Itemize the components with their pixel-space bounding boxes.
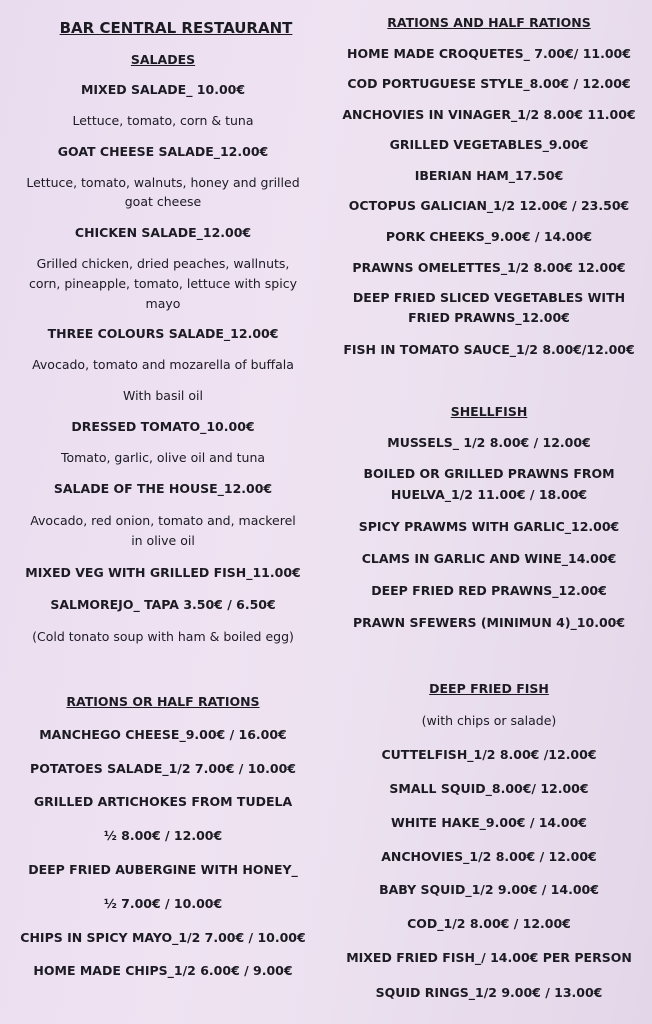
section-heading: RATIONS AND HALF RATIONS [387,15,591,30]
menu-item: DEEP FRIED RED PRAWNS_12.00€ [371,583,607,598]
menu-item: MANCHEGO CHEESE_9.00€ / 16.00€ [39,727,287,742]
menu-item: GRILLED VEGETABLES_9.00€ [389,137,589,152]
menu-item: SMALL SQUID_8.00€/ 12.00€ [389,781,589,796]
menu-description: mayo [145,296,181,311]
menu-description: With basil oil [123,388,203,403]
menu-item: ½ 7.00€ / 10.00€ [103,896,223,911]
menu-description: Avocado, red onion, tomato and, mackerel [30,513,296,528]
menu-item: GOAT CHEESE SALADE_12.00€ [57,144,269,159]
menu-item: CHICKEN SALADE_12.00€ [74,225,252,240]
menu-item: PRAWNS OMELETTES_1/2 8.00€ 12.00€ [352,260,626,275]
menu-item: HOME MADE CHIPS_1/2 6.00€ / 9.00€ [33,963,293,978]
menu-item: THREE COLOURS SALADE_12.00€ [47,326,279,341]
menu-item: FRIED PRAWNS_12.00€ [408,310,570,325]
menu-description: Tomato, garlic, olive oil and tuna [60,450,266,465]
menu-item: CHIPS IN SPICY MAYO_1/2 7.00€ / 10.00€ [20,930,306,945]
section-heading: SALADES [130,52,196,67]
menu-item: CUTTELFISH_1/2 8.00€ /12.00€ [381,747,597,762]
section-heading: DEEP FRIED FISH [429,681,549,696]
menu-item: COD_1/2 8.00€ / 12.00€ [407,916,571,931]
menu-item: HUELVA_1/2 11.00€ / 18.00€ [390,487,588,502]
menu-item: WHITE HAKE_9.00€ / 14.00€ [391,815,587,830]
menu-item: MIXED SALADE_ 10.00€ [80,82,246,97]
menu-item: COD PORTUGUESE STYLE_8.00€ / 12.00€ [347,76,631,91]
menu-item: DEEP FRIED AUBERGINE WITH HONEY_ [28,862,298,877]
menu-item: CLAMS IN GARLIC AND WINE_14.00€ [361,551,617,566]
menu-description: corn, pineapple, tomato, lettuce with spicy [29,276,297,291]
menu-item: BOILED OR GRILLED PRAWNS FROM [363,466,615,481]
menu-item: MIXED FRIED FISH_/ 14.00€ PER PERSON [346,950,632,965]
menu-item: PRAWN SFEWERS (MINIMUN 4)_10.00€ [352,615,626,630]
menu-item: ½ 8.00€ / 12.00€ [103,828,223,843]
menu-item: MUSSELS_ 1/2 8.00€ / 12.00€ [387,435,591,450]
menu-description: Grilled chicken, dried peaches, wallnuts, [36,256,290,271]
menu-item: PORK CHEEKS_9.00€ / 14.00€ [385,229,593,244]
menu-item: POTATOES SALADE_1/2 7.00€ / 10.00€ [30,761,296,776]
menu-item: FISH IN TOMATO SAUCE_1/2 8.00€/12.00€ [343,342,635,357]
menu-description: goat cheese [124,194,202,209]
menu-description: Lettuce, tomato, walnuts, honey and grilled [26,175,300,190]
menu-description: Lettuce, tomato, corn & tuna [72,113,254,128]
menu-item: BABY SQUID_1/2 9.00€ / 14.00€ [379,882,599,897]
restaurant-title: BAR CENTRAL RESTAURANT [59,19,293,37]
menu-item: HOME MADE CROQUETES_ 7.00€/ 11.00€ [347,46,631,61]
menu-description: Avocado, tomato and mozarella of buffala [32,357,294,372]
menu-description: in olive oil [131,533,195,548]
menu-item: SALADE OF THE HOUSE_12.00€ [53,481,273,496]
menu-item: SPICY PRAWMS WITH GARLIC_12.00€ [358,519,620,534]
menu-item: DRESSED TOMATO_10.00€ [71,419,255,434]
menu-item: IBERIAN HAM_17.50€ [414,168,564,183]
menu-item: ANCHOVIES_1/2 8.00€ / 12.00€ [381,849,597,864]
menu-item: OCTOPUS GALICIAN_1/2 12.00€ / 23.50€ [348,198,630,213]
menu-item: DEEP FRIED SLICED VEGETABLES WITH [352,290,626,305]
section-heading: SHELLFISH [450,404,528,419]
menu-item: ANCHOVIES IN VINAGER_1/2 8.00€ 11.00€ [342,107,636,122]
menu-description: (with chips or salade) [421,713,557,728]
menu-item: SALMOREJO_ TAPA 3.50€ / 6.50€ [50,597,276,612]
menu-item: GRILLED ARTICHOKES FROM TUDELA [33,794,293,809]
menu-item: MIXED VEG WITH GRILLED FISH_11.00€ [25,565,301,580]
menu-item: SQUID RINGS_1/2 9.00€ / 13.00€ [375,985,603,1000]
menu-description: (Cold tonato soup with ham & boiled egg) [32,629,294,644]
section-heading: RATIONS OR HALF RATIONS [66,694,260,709]
